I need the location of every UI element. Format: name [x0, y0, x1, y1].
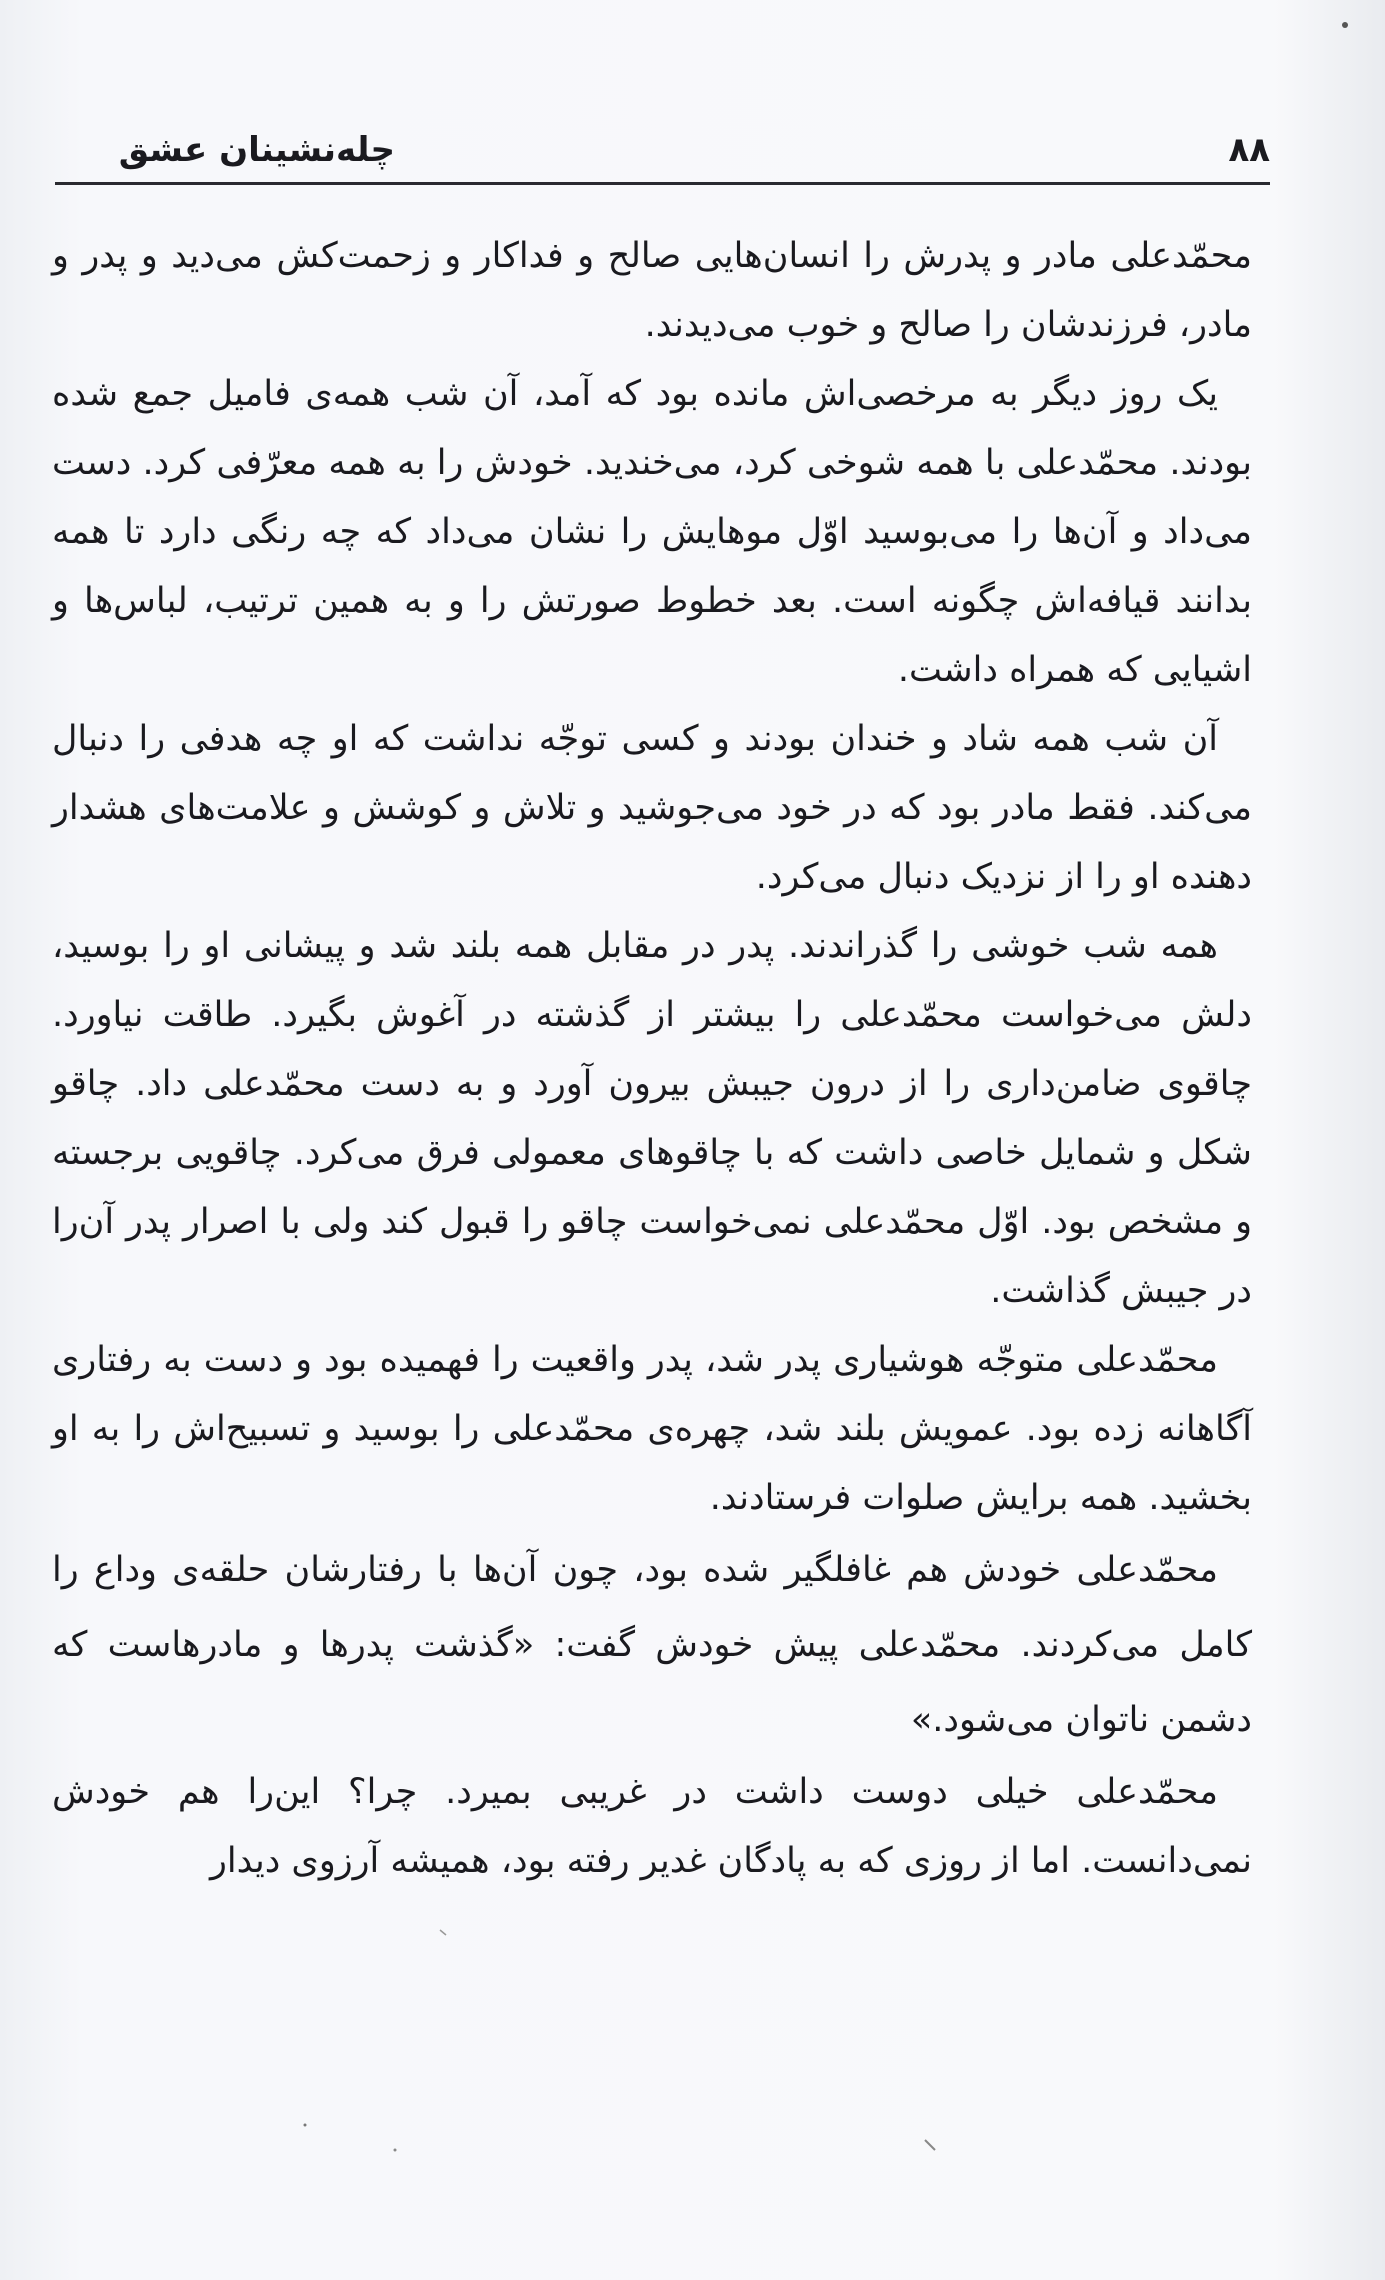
paragraph-1: محمّدعلی مادر و پدرش را انسان‌هایی صالح و فداکار و زحمت‌کش می‌دید و پدر و مادر، فرزندشان را صالح و خوب می‌دیدند. — [52, 236, 1252, 345]
running-title: چله‌نشینان عشق — [118, 130, 395, 170]
paragraph-7: محمّدعلی خیلی دوست داشت در غریبی بمیرد. چرا؟ این‌را هم خودش نمی‌دانست. اما از روزی که به پادگان غدیر رفته بود، همیشه آرزوی دیدار — [52, 1772, 1252, 1881]
paragraph-5: محمّدعلی متوجّه هوشیاری پدر شد، پدر واقعیت را فهمیده بود و دست به رفتاری آگاهانه زده بود. عمویش بلند شد، چهره‌ی محمّدعلی را بوسید و تسبیح‌اش را به او بخشید. همه برایش صلوات فرستادند. — [52, 1340, 1252, 1518]
paragraph-3: آن شب همه شاد و خندان بودند و کسی توجّه نداشت که او چه هدفی را دنبال می‌کند. فقط مادر بود که در خود می‌جوشید و تلاش و کوشش و علامت‌های هشدار دهنده او را از نزدیک دنبال می‌کرد. — [52, 719, 1252, 897]
paragraph-2: یک روز دیگر به مرخصی‌اش مانده بود که آمد، آن شب همه‌ی فامیل جمع شده بودند. محمّدعلی با همه شوخی کرد، می‌خندید. خودش را به همه معرّفی کرد. دست می‌داد و آن‌ها را می‌بوسید اوّل موهایش را نشان می‌داد که چه رنگی دارد تا همه بدانند قیافه‌اش چگونه است. بعد خطوط صورتش را و به همین ترتیب، لباس‌ها و اشیایی که همراه داشت. — [52, 374, 1252, 690]
paragraph-6: محمّدعلی خودش هم غافلگیر شده بود، چون آن‌ها با رفتارشان حلقه‌ی وداع را کامل می‌کردند. محمّدعلی پیش خودش گفت: «گذشت پدرها و مادرهاست که دشمن ناتوان می‌شود.» — [52, 1550, 1252, 1740]
page-number: ۸۸ — [1228, 130, 1270, 170]
paragraph-4: همه شب خوشی را گذراندند. پدر در مقابل همه بلند شد و پیشانی او را بوسید، دلش می‌خواست محمّدعلی را بیشتر از گذشته در آغوش بگیرد. طاقت نیاورد. چاقوی ضامن‌داری را از درون جیبش بیرون آورد و به دست محمّدعلی داد. چاقو شکل و شمایل خاصی داشت که با چاقوهای معمولی فرق می‌کرد. چاقویی برجسته و مشخص بود. اوّل محمّدعلی نمی‌خواست چاقو را قبول کند ولی با اصرار پدر آن‌را در جیبش گذاشت. — [52, 926, 1252, 1311]
